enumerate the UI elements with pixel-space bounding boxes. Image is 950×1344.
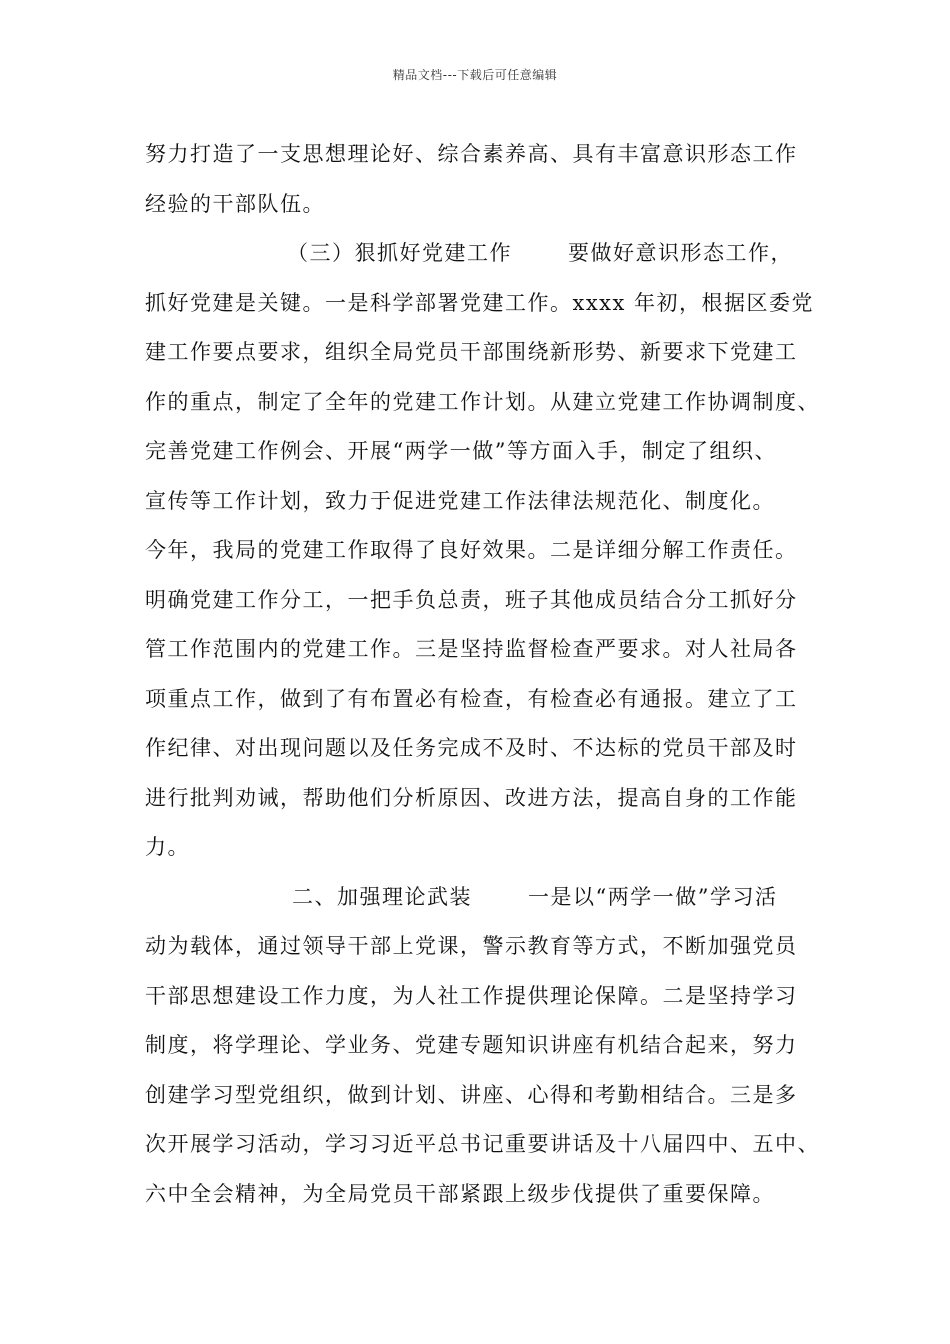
text-line: 宣传等工作计划，致力于促进党建工作法律法规范化、制度化。 [145,488,775,513]
text-line: 建工作要点要求，组织全局党员干部围绕新形势、新要求下党建工 [145,340,798,364]
section-heading-line [145,873,810,923]
text-line: 管工作范围内的党建工作。三是坚持监督检查严要求。对人社局各 [145,637,798,661]
text-line: 抓好党建是关键。一是科学部署党建工作。xxxx 年初，根据区委党 [145,290,815,315]
text-line: 制度，将学理论、学业务、党建专题知识讲座有机结合起来，努力 [145,1033,798,1057]
text-line: 努力打造了一支思想理论好、综合素养高、具有丰富意识形态工作 [145,142,798,166]
text-line: 进行批判劝诫，帮助他们分析原因、改进方法，提高自身的工作能 [145,785,798,810]
text-line: 动为载体，通过领导干部上党课，警示教育等方式，不断加强党员 [145,934,798,958]
document-body [145,130,820,1219]
text-line: 项重点工作，做到了有布置必有检查，有检查必有通报。建立了工 [145,686,798,711]
page-header: 精品文档---下载后可任意编辑 [392,68,558,82]
text-line: 干部思想建设工作力度，为人社工作提供理论保障。二是坚持学习 [145,983,798,1008]
text-line: 经验的干部队伍。 [145,191,325,216]
text-line: 六中全会精神，为全局党员干部紧跟上级步伐提供了重要保障。 [145,1181,775,1206]
text-line: 完善党建工作例会、开展“两学一做”等方面入手，制定了组织、 [145,439,777,463]
text-run: 一是以“两学一做”学习活 [528,884,778,909]
text-line: 明确党建工作分工，一把手负总责，班子其他成员结合分工抓好分 [145,587,798,612]
section-heading: 二、加强理论武装 [292,884,472,909]
section-heading-line [145,229,810,279]
text-line: 作的重点，制定了全年的党建工作计划。从建立党建工作协调制度、 [145,389,820,414]
text-run: 要做好意识形态工作， [568,241,793,265]
text-line: 今年，我局的党建工作取得了良好效果。二是详细分解工作责任。 [145,538,798,562]
text-line: 创建学习型党组织，做到计划、讲座、心得和考勤相结合。三是多 [145,1082,798,1107]
text-line: 次开展学习活动，学习习近平总书记重要讲话及十八届四中、五中、 [145,1132,820,1156]
text-line: 力。 [145,835,190,859]
text-line: 作纪律、对出现问题以及任务完成不及时、不达标的党员干部及时 [145,736,798,760]
section-heading: （三）狠抓好党建工作 [287,241,512,265]
